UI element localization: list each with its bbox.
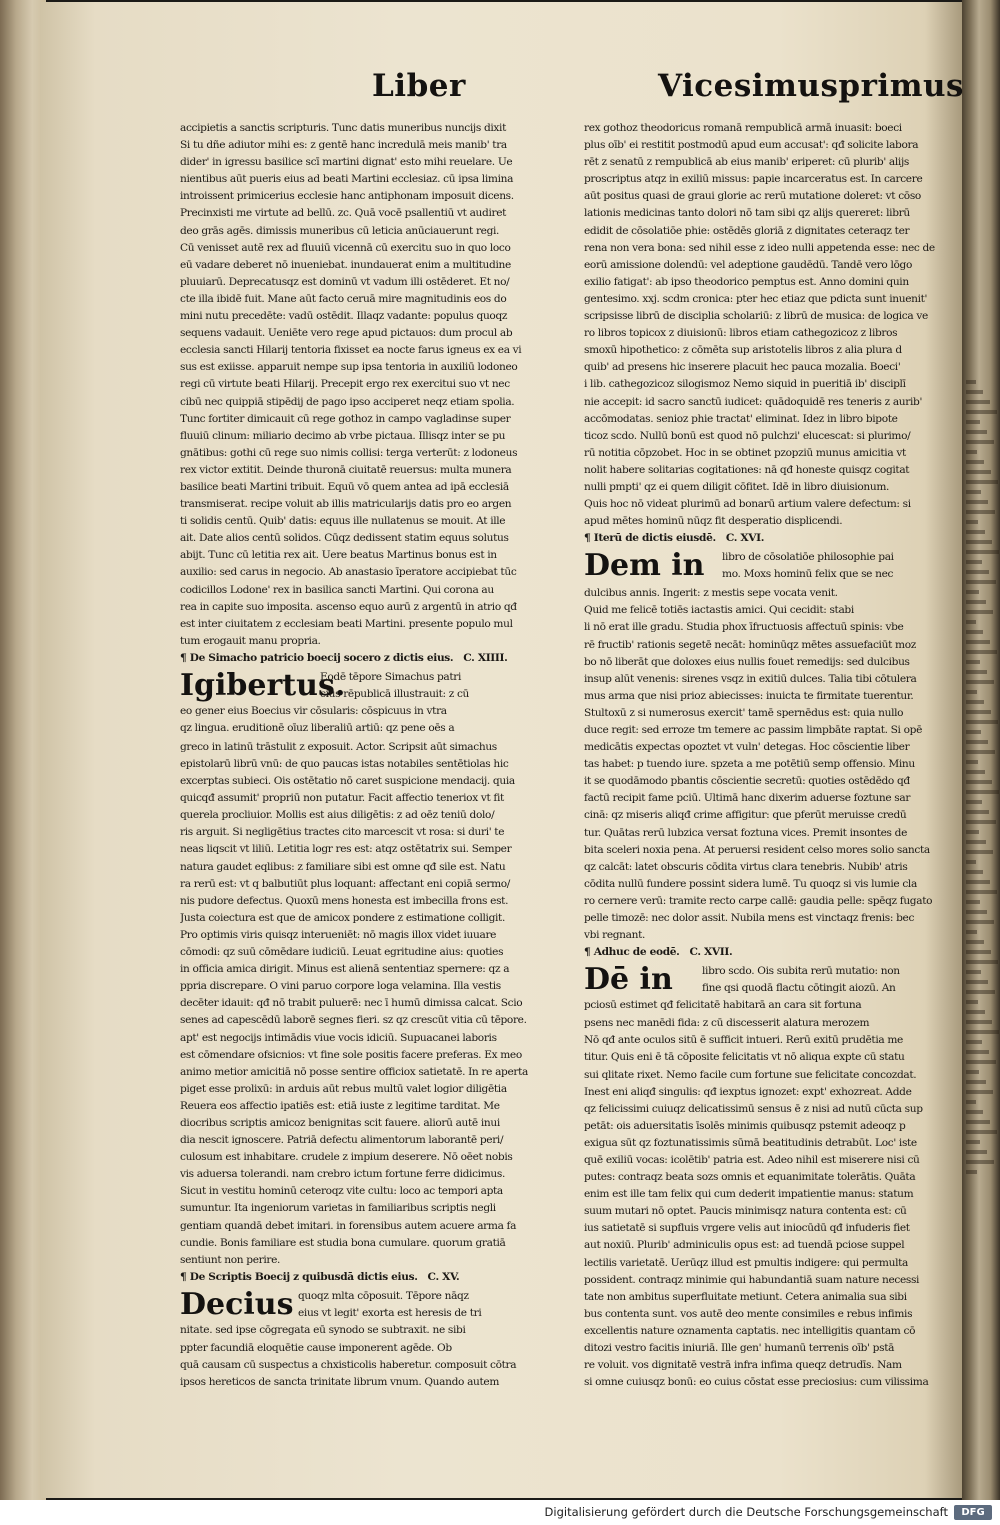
text-line: ecclesia sancti Hilarij tentoria fixisset ea nocte farus igneus ex ea vi bbox=[180, 344, 522, 357]
text-line: excerptas subieci. Ois ostētatio nō caret suspicione mendacij. quia bbox=[180, 775, 515, 788]
text-line: li nō erat ille gradu. Studia phox īfructuosis affectuū spinis: vbe bbox=[584, 621, 904, 634]
text-line: excellentis nature oznamenta captatis. nec intelligitis quantam cō bbox=[584, 1324, 916, 1337]
facing-page-text-edge bbox=[966, 380, 1000, 1280]
initial-paragraph bbox=[180, 669, 552, 739]
text-line: basilice beati Martini tribuit. Equū vō quem antea ad ipā ecclesiā bbox=[180, 480, 509, 493]
text-line: rena non vera bona: sed nihil esse z ideo nulli appetenda esse: nec de bbox=[584, 241, 935, 254]
text-line: accipietis a sanctis scripturis. Tunc datis muneribus nuncijs dixit bbox=[180, 122, 507, 134]
text-line: piget esse prolixū: in arduis aūt rebus multū valet logior diligētia bbox=[180, 1082, 507, 1095]
text-line: ius satietatē si supfluis vrgere velis aut iniocūdū qđ infuderis fiet bbox=[584, 1222, 910, 1235]
pilcrow-icon: ¶ bbox=[180, 1270, 190, 1283]
text-line: rex gothoz theodoricus romanā rempublicā armā inuasit: boeci bbox=[584, 122, 902, 134]
text-line: cōdita nullū fundere possint sidera lumē. Tu quoqz si vis lumie cla bbox=[584, 877, 917, 890]
text-line: cōmodi: qz suū cōmēdare iudiciū. Leuat egritudine aius: quoties bbox=[180, 946, 504, 959]
text-line: titur. Quis eni ē tā cōposite felicitatis vt nō aliqua expte cū statu bbox=[584, 1051, 905, 1064]
text-line: lationis medicinas tanto dolori nō tam sibi qz alijs quereret: librū bbox=[584, 207, 910, 220]
text-line: rex victor extitit. Deinde thuronā ciuitatē reuersus: multa munera bbox=[180, 463, 512, 476]
text-line: neas liqscit vt liliū. Letitia logr res est: atqz ostētatrix sui. Semper bbox=[180, 843, 512, 856]
text-line: dia nescit ignoscere. Patriā defectu alimentorum laborantē peri/ bbox=[180, 1134, 504, 1147]
text-line: transmiserat. recipe voluit ab illis matricularijs datis pro eo argen bbox=[180, 498, 512, 511]
text-line: cinā: qz miseris aliqđ crime affigitur: que pferūt meruisse credū bbox=[584, 809, 907, 822]
text-line: rēt z senatū z rempublicā ab eius manib' eriperet: cū plurib' alijs bbox=[584, 156, 909, 169]
text-line: nolit habere solitarias cogitationes: nā qđ honeste quisqz cogitat bbox=[584, 463, 910, 476]
text-line: nientibus aūt pueris eius ad beati Martini ecclesiaz. cū ipsa limina bbox=[180, 173, 514, 186]
text-line: animo metior amicitiā nō posse sentire officiox satietatē. In re aperta bbox=[180, 1065, 528, 1078]
text-line: rea in capite suo imposita. ascenso equo aurū z argentū in atrio qđ bbox=[180, 600, 517, 613]
rubric-title: De Simacho patricio boecij socero z dictis eius. bbox=[189, 651, 454, 664]
text-line: re voluit. vos dignitatē vestrā infra infima queqz detrudīs. Nam bbox=[584, 1359, 902, 1372]
text-line: lectilis varietatē. Uerūqz illud est pmultis indigere: qui permulta bbox=[584, 1256, 908, 1269]
text-line: Si tu dñe adiutor mihi es: z gentē hanc incredulā meis manib' tra bbox=[180, 139, 507, 152]
chapter-rubric bbox=[180, 650, 552, 669]
text-line: cius rēpublicā illustrauit: z cū bbox=[320, 688, 470, 700]
text-line: Justa coiectura est que de amicox pondere z estimatione colligit. bbox=[180, 911, 505, 924]
text-line: sus est exiisse. apparuit nempe sup ipsa tentoria in auxiliū lodoneo bbox=[180, 361, 518, 374]
text-line: quicqđ assumit' propriū non putatur. Facit affectio teneriox vt fit bbox=[180, 792, 504, 805]
text-line: querela procliuior. Mollis est aius diligētis: z ad oēz teniū dolo/ bbox=[180, 809, 495, 822]
text-line: ticoz scdo. Nullū bonū est quod nō pulchzi' elucescat: si plurimo/ bbox=[584, 429, 911, 442]
text-line: in officia amica dirigit. Minus est alienā sententiaz spernere: qz a bbox=[180, 963, 510, 976]
text-line: exigua sūt qz foztunatissimis sūmā beatitudinis detrabūt. Loc' iste bbox=[584, 1136, 917, 1149]
pilcrow-icon: ¶ bbox=[584, 532, 594, 545]
chapter-rubric bbox=[584, 944, 939, 963]
text-line: vbi regnant. bbox=[584, 929, 646, 942]
text-line: qz lingua. eruditionē oīuz liberaliū artiū: qz pene oēs a bbox=[180, 722, 455, 735]
chapter-number: C. XV. bbox=[427, 1270, 460, 1283]
running-head-left: Liber bbox=[372, 68, 466, 104]
text-line: Pro optimis viris quisqz interueniēt: nō magis illox videt iuuare bbox=[180, 928, 497, 941]
text-line: ait. Date alios centū solidos. Cūqz dedissent statim equus solutus bbox=[180, 532, 509, 545]
text-line: smoxū hipothetico: z cōmēta sup aristotelis libros z alia plura d bbox=[584, 344, 902, 357]
text-line: pciosū estimet qđ felicitatē habitarā an cara sit fortuna bbox=[584, 999, 862, 1012]
text-line: libro de cōsolatiōe philosophie pai bbox=[722, 551, 894, 564]
text-line: tas habet: p tuendo iure. spzeta a me potētiū semp offensio. Minu bbox=[584, 758, 915, 771]
text-line: mus arma que nisi prioz abiecisses: inuicta te firmitate tuerentur. bbox=[584, 689, 914, 702]
text-line: pluuiarū. Deprecatusqz est dominū vt vadum illi ostēderet. Et no/ bbox=[180, 275, 510, 288]
text-line: nitate. sed ipse cōgregata eū synodo se subtraxit. ne sibi bbox=[180, 1324, 466, 1336]
rubric-title: Adhuc de eodē. bbox=[593, 946, 680, 959]
text-line: cibū nec quippiā stipēdij de pago ipso acciperet neqz etiam spolia. bbox=[180, 395, 515, 408]
pilcrow-icon: ¶ bbox=[180, 651, 190, 664]
text-line: sentiunt non perire. bbox=[180, 1253, 281, 1266]
text-line: ti solidis centū. Quib' datis: equus ille nullatenus se mouit. At ille bbox=[180, 515, 506, 528]
text-line: tum erogauit manu propria. bbox=[180, 634, 321, 647]
decorated-initial: Igibertus. bbox=[180, 667, 346, 703]
text-line: Quid me felicē totiēs iactastis amici. Qui cecidit: stabi bbox=[584, 604, 854, 617]
chapter-rubric bbox=[584, 530, 939, 549]
text-line: Tunc fortiter dimicauit cū rege gothoz in campo vagladinse super bbox=[180, 412, 511, 425]
text-line: abijt. Tunc cū letitia rex ait. Uere beatus Martinus bonus est in bbox=[180, 549, 497, 562]
text-line: suum mutari nō optet. Paucis minimisqz natura contenta est: cū bbox=[584, 1205, 907, 1218]
text-line: bita sceleri noxia pena. At peruersi resident celso mores solio sancta bbox=[584, 843, 930, 856]
initial-paragraph bbox=[584, 549, 939, 585]
footer-bar bbox=[0, 1500, 1000, 1525]
text-line: quā causam cū suspectus a chxisticolis haberetur. composuit cōtra bbox=[180, 1358, 517, 1371]
text-line: culosum est inhabitare. crudele z impium deserere. Nō oēet nobis bbox=[180, 1151, 513, 1164]
text-line: enim est ille tam felix qui cum dederit impatientie manus: statum bbox=[584, 1188, 914, 1201]
text-line: gentiam quandā debet imitari. in forensibus autem acuere arma fa bbox=[180, 1219, 517, 1232]
text-line: ppter facundiā eloquētie cause imponerent agēde. Ob bbox=[180, 1341, 452, 1354]
text-line: est inter ciuitatem z ecclesiam beati Martini. presente populo mul bbox=[180, 617, 513, 630]
text-line: decēter idauit: qđ nō trabit puluerē: nec ī humū dimissa calcat. Scio bbox=[180, 997, 523, 1010]
running-head-right: Vicesimusprimus bbox=[658, 68, 964, 104]
decorated-initial: Dē in bbox=[584, 962, 673, 998]
text-line: gentesimo. xxj. scdm cronica: pter hec etiaz que pdicta sunt inuenit' bbox=[584, 292, 928, 305]
text-line: apud mētes hominū nūqz fit desperatio displicendi. bbox=[584, 515, 843, 528]
text-line: greco in latinū trāstulit z exposuit. Actor. Scripsit aūt simachus bbox=[180, 740, 497, 753]
text-line: rē fructib' rationis segetē necāt: hominūqz mētes assuefaciūt moz bbox=[584, 638, 916, 651]
text-line: vis aduersa tolerandi. nam crebro ictum fortune ferre didicimus. bbox=[180, 1168, 505, 1181]
text-line: putes: contraqz beata sozs omnis et equanimitate tolerātis. Quāta bbox=[584, 1171, 916, 1184]
text-line: codicillos Lodone' rex in basilica sancti Martini. Qui corona au bbox=[180, 583, 494, 596]
text-line: quē exiliū vocas: icolētib' patria est. Adeo nihil est miserere nisi cū bbox=[584, 1153, 920, 1166]
text-line: ditozi vestro facitis iniuriā. Ille gen' humanū terrenis oīb' pstā bbox=[584, 1342, 895, 1354]
text-line: plus oīb' ei restitit postmodū apud eum accusat': qđ solicite labora bbox=[584, 139, 919, 152]
rubric-title: Iterū de dictis eiusdē. bbox=[593, 532, 716, 545]
text-line: diocribus scriptis amicoz benignitas scit fauere. aliorū autē inui bbox=[180, 1116, 500, 1129]
text-line: sumuntur. Ita ingeniorum varietas in familiaribus scriptis negli bbox=[180, 1202, 496, 1215]
text-line: fine qsi quodā flactu cōtingit aiozū. An bbox=[702, 982, 896, 995]
text-line: si omne cuiusqz bonū: eo cuius cōstat esse preciosius: cum vilissima bbox=[584, 1376, 929, 1389]
text-line: mini nutu precedēte: vadū ostēdit. Illaqz vadante: populus quoqz bbox=[180, 310, 508, 323]
funding-notice: Digitalisierung gefördert durch die Deutsche Forschungsgemeinschaft bbox=[544, 1505, 948, 1519]
text-line: bo nō liberāt que doloxes eius nullis fouet remedijs: sed dulcibus bbox=[584, 655, 910, 668]
text-line: tate non ambitus superfluitate metiunt. Cetera animalia sua sibi bbox=[584, 1290, 907, 1303]
initial-paragraph bbox=[584, 963, 939, 1015]
text-line: quoqz mlta cōposuit. Tēpore nāqz bbox=[298, 1289, 469, 1302]
text-line: exilio fatigat': ab ipso theodorico pemptus est. Anno domini quin bbox=[584, 275, 909, 288]
text-line: ppria discrepare. O vini paruo corpore loga velamina. Illa vestis bbox=[180, 980, 501, 993]
text-line: duce regit: sed erroze tm temere ac passim limpbāte raptat. Si opē bbox=[584, 724, 922, 736]
text-line: quib' ad presens hic inserere placuit hec pauca mozalia. Boeci' bbox=[584, 361, 901, 374]
text-line: eius vt legit' exorta est heresis de tri bbox=[298, 1306, 482, 1319]
left-text-column bbox=[180, 120, 552, 1391]
text-line: fluuiū clinum: miliario decimo ab vrbe pictaua. Illisqz inter se pu bbox=[180, 429, 506, 442]
text-line: qz felicissimi cuiuqz delicatissimū sensus ē z nisi ad nutū cūcta sup bbox=[584, 1102, 923, 1115]
text-line: nulli pmpti' qz ei quem diligit cōfitet. Idē in libro diuisionum. bbox=[584, 480, 890, 493]
text-line: sui qlitate rixet. Nemo facile cum fortune sue felicitate concozdat. bbox=[584, 1068, 917, 1081]
text-line: qz calcāt: latet obscuris cōdita virtus clara tenebris. Nubib' atris bbox=[584, 860, 908, 873]
chapter-rubric bbox=[180, 1269, 552, 1288]
text-line: libro scdo. Ois subita rerū mutatio: non bbox=[702, 965, 900, 978]
text-line: proscriptus atqz in exiliū missus: papie incarceratus est. In carcere bbox=[584, 173, 923, 186]
text-line: introissent primicerius ecclesie hanc antiphonam imposuit dicens. bbox=[180, 190, 514, 203]
text-line: auxilio: sed carus in negocio. Ab anastasio īperatore accipiebat tūc bbox=[180, 566, 517, 579]
text-line: bus contenta sunt. vos autē deo mente consimiles e rebus infimis bbox=[584, 1307, 913, 1320]
text-line: cundie. Bonis familiare est studia bona cumulare. quorum gratiā bbox=[180, 1236, 506, 1249]
text-line: ro libros topicox z diuisionū: libros etiam cathegozicoz z libros bbox=[584, 327, 898, 340]
text-line: eorū amissione dolendū: vel adeptione gaudēdū. Tandē vero lōgo bbox=[584, 258, 912, 271]
text-line: rū notitia cōpzobet. Hoc in se obtinet pzopziū munus amicitia vt bbox=[584, 446, 906, 459]
text-line: sequens vadauit. Ueniēte vero rege apud pictauos: dum procul ab bbox=[180, 327, 513, 340]
text-line: epistolarū librū vnū: de quo paucas istas notabiles sentētiolas hic bbox=[180, 758, 509, 770]
text-line: regi cū virtute beati Hilarij. Precepit ergo rex exercitui suo vt nec bbox=[180, 378, 510, 391]
decorated-initial: Dem in bbox=[584, 548, 705, 584]
text-line: edidit de cōsolatiōe phie: ostēdēs gloriā z dignitates ceteraqz ter bbox=[584, 224, 910, 237]
text-line: gnātibus: gothi cū rege suo nimis collisi: terga verterūt: z lodoneus bbox=[180, 446, 518, 459]
text-line: deo grās agēs. dimissis muneribus cū leticia anūciauerunt regi. bbox=[180, 224, 500, 237]
text-line: Stultoxū z si numerosus exercit' tamē spernēdus est: quia nullo bbox=[584, 706, 904, 719]
text-line: ipsos hereticos de sancta trinitate librum vnum. Quando autem bbox=[180, 1376, 500, 1388]
text-line: Inest eni aliqđ singulis: qđ iexptus ignozet: expt' exhozreat. Adde bbox=[584, 1085, 912, 1098]
pilcrow-icon: ¶ bbox=[584, 946, 594, 959]
text-line: eo gener eius Boecius vir cōsularis: cōspicuus in vtra bbox=[180, 705, 447, 718]
initial-paragraph bbox=[180, 1288, 552, 1340]
text-line: ra rerū est: vt q balbutiūt plus loquant: affectant eni copiā sermo/ bbox=[180, 877, 511, 890]
text-line: factū recipit fame pciū. Ultimā hanc dixerim aduerse foztune sar bbox=[584, 792, 911, 805]
text-line: senes ad capescēdū laborē segnes fieri. sz qz crescūt vitia cū tēpore. bbox=[180, 1014, 527, 1027]
text-line: petāt: ois aduersitatis īsolēs minimis quibusqz pstemit adeoqz p bbox=[584, 1119, 906, 1132]
text-line: Nō qđ ante oculos sitū ē sufficit intueri. Rerū exitū prudētia me bbox=[584, 1034, 903, 1047]
text-line: nie accepit: id sacro sanctū iudicet: quādoquidē res teneris z aurib' bbox=[584, 395, 923, 408]
text-line: ris arguit. Si negligētius tractes cito marcescit vt rosa: si duri' te bbox=[180, 826, 505, 839]
text-line: it se quodāmodo pbantis cōscientie secretū: quoties ostēdēdo qđ bbox=[584, 775, 910, 788]
text-line: Sicut in vestitu hominū ceteroqz vite cultu: loco ac tempori apta bbox=[180, 1185, 503, 1198]
chapter-number: C. XVII. bbox=[689, 946, 733, 959]
rubric-title: De Scriptis Boecij z quibusdā dictis eius. bbox=[189, 1270, 418, 1283]
text-line: pelle timozē: nec dolor assit. Nubila mens est vinctaqz frenis: bec bbox=[584, 912, 915, 925]
right-text-column bbox=[584, 120, 939, 1391]
chapter-number: C. XIIII. bbox=[463, 651, 508, 664]
text-line: Reuera eos affectio ipatiēs est: etiā iuste z legitime tarditat. Me bbox=[180, 1099, 500, 1112]
text-line: Precinxisti me virtute ad bellū. zc. Quā vocē psallentiū vt audiret bbox=[180, 207, 507, 220]
text-line: tur. Quātas rerū lubzica versat foztuna vices. Premit insontes de bbox=[584, 826, 907, 839]
text-line: scripsisse librū de disciplia scholariū: z librū de musica: de logica ve bbox=[584, 310, 928, 323]
text-line: nis pudore defectus. Quoxū mens honesta est imbecilla frons est. bbox=[180, 894, 509, 907]
text-line: medicātis expectas opoztet vt vuln' detegas. Hoc cōscientie liber bbox=[584, 741, 910, 754]
text-line: natura gaudet eqlibus: z familiare sibi est omne qđ sile est. Natu bbox=[180, 860, 506, 873]
text-line: aut noxiū. Plurib' adminiculis opus est: ad tuendā pciose suppel bbox=[584, 1239, 905, 1252]
text-line: cte illa ibidē fuit. Mane aūt facto ceruā mire magnitudinis eos do bbox=[180, 292, 507, 305]
text-line: dider' in igressu basilice scī martini dignat' esto mihi reuelare. Ue bbox=[180, 156, 513, 169]
text-line: i lib. cathegozicoz silogismoz Nemo siquid in pueritiā ib' disciplī bbox=[584, 378, 906, 391]
text-line: dulcibus annis. Ingerit: z mestis sepe vocata venit. bbox=[584, 587, 838, 600]
text-line: Quis hoc nō videat plurimū ad bonarū artium valere defectum: si bbox=[584, 498, 911, 511]
text-line: Eodē tēpore Simachus patri bbox=[320, 670, 462, 683]
text-line: Cū venisset autē rex ad fluuiū vicennā cū exercitu suo in quo loco bbox=[180, 241, 511, 254]
text-line: psens nec manēdi fida: z cū discesserit alatura merozem bbox=[584, 1017, 870, 1030]
text-line: eū vadare deberet nō inueniebat. inundauerat enim a multitudine bbox=[180, 258, 511, 271]
text-line: accōmodatas. senioz phie tractat' eliminat. Idez in libro bipote bbox=[584, 412, 898, 425]
text-line: ro cernere verū: tramite recto carpe callē: gaudia pelle: spēqz fugato bbox=[584, 894, 933, 907]
text-line: insup alūt venenis: sirenes vsqz in exitiū dulces. Talia tibi cōtulera bbox=[584, 672, 917, 685]
text-line: mo. Moxs hominū felix que se nec bbox=[722, 568, 894, 581]
chapter-number: C. XVI. bbox=[725, 532, 765, 545]
dfg-logo: DFG bbox=[954, 1505, 992, 1520]
text-line: possident. contraqz minimie qui habundantiā suam nature necessi bbox=[584, 1273, 920, 1286]
text-line: est cōmendare ofsicnios: vt fine sole positis facere preferas. Ex meo bbox=[180, 1048, 522, 1061]
text-line: aūt positus quasi de graui glorie ac rerū mutatione doleret: vt cōso bbox=[584, 190, 921, 203]
decorated-initial: Decius bbox=[180, 1286, 294, 1322]
text-line: apt' est negocijs intimādis viue vocis idiciū. Supuacanei laboris bbox=[180, 1031, 497, 1044]
